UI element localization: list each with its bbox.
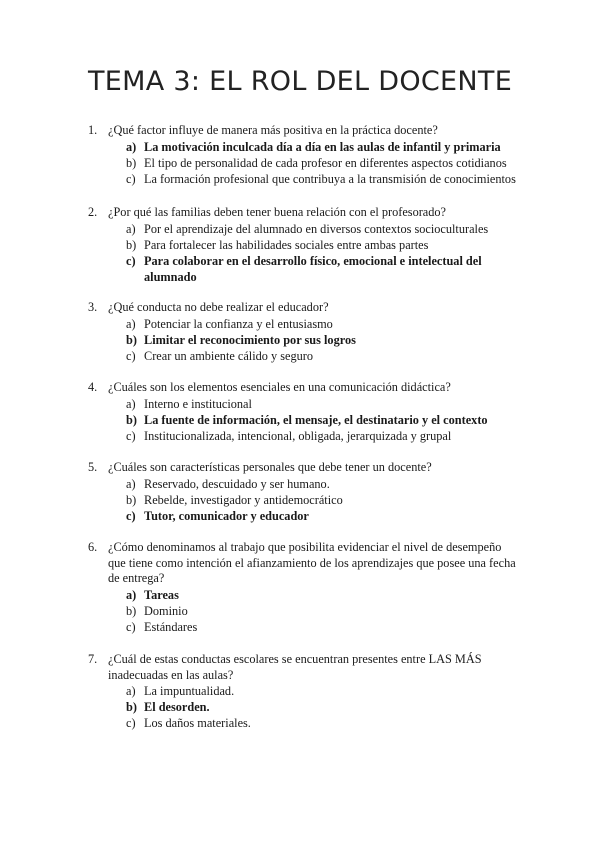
answer-option — [126, 476, 518, 492]
question-7 — [88, 652, 518, 731]
option-letter: b) — [126, 332, 137, 347]
answer-option-correct — [126, 139, 518, 155]
answer-options — [126, 221, 518, 285]
answer-option — [126, 715, 518, 731]
answer-options — [126, 476, 518, 524]
option-letter: c) — [126, 428, 136, 443]
option-text: Para colaborar en el desarrollo físico, emocional e intelectual del alumnado — [144, 253, 482, 284]
page-title: TEMA 3: EL ROL DEL DOCENTE — [88, 66, 513, 97]
option-letter: b) — [126, 492, 137, 507]
answer-options — [126, 683, 518, 731]
option-text: Reservado, descuidado y ser humano. — [144, 476, 330, 491]
question-6 — [88, 540, 518, 635]
question-stem — [88, 460, 518, 476]
question-3 — [88, 300, 518, 364]
question-text: ¿Cómo denominamos al trabajo que posibilita evidenciar el nivel de desempeño que tiene como intención el afianzamiento de los aprendizajes que posee una fecha de entrega? — [108, 540, 516, 585]
answer-option-correct — [126, 508, 518, 524]
option-text: El desorden. — [144, 700, 210, 714]
option-letter: c) — [126, 716, 136, 730]
option-text: Tareas — [144, 587, 179, 602]
option-letter: a) — [126, 684, 136, 698]
question-1 — [88, 123, 518, 187]
answer-options — [126, 139, 518, 187]
answer-option — [126, 603, 518, 619]
option-text: Rebelde, investigador y antidemocrático — [144, 492, 343, 507]
option-letter: c) — [126, 508, 136, 523]
option-letter: c) — [126, 619, 136, 634]
option-letter: a) — [126, 139, 137, 154]
question-text: ¿Por qué las familias deben tener buena relación con el profesorado? — [108, 205, 447, 219]
option-text: El tipo de personalidad de cada profesor en diferentes aspectos cotidianos — [144, 155, 507, 170]
answer-options — [126, 396, 518, 444]
option-letter: b) — [126, 237, 137, 252]
answer-option — [126, 396, 518, 412]
option-text: La fuente de información, el mensaje, el destinatario y el contexto — [144, 412, 488, 427]
question-2 — [88, 205, 518, 285]
question-stem — [88, 205, 518, 221]
answer-option-correct — [126, 587, 518, 603]
option-text: Los daños materiales. — [144, 716, 251, 730]
option-text: Tutor, comunicador y educador — [144, 508, 309, 523]
question-text: ¿Qué conducta no debe realizar el educador? — [108, 300, 329, 314]
option-letter: a) — [126, 316, 136, 331]
answer-option — [126, 428, 518, 444]
option-letter: b) — [126, 155, 137, 170]
question-stem — [88, 540, 518, 587]
question-text: ¿Cuáles son características personales que debe tener un docente? — [108, 460, 432, 474]
question-number: 2. — [88, 205, 98, 219]
question-number: 4. — [88, 380, 98, 394]
option-letter: a) — [126, 396, 136, 411]
option-letter: b) — [126, 700, 137, 714]
answer-option — [126, 316, 518, 332]
question-stem — [88, 652, 518, 683]
answer-option-correct — [126, 253, 518, 285]
answer-option-correct — [126, 332, 518, 348]
option-text: Dominio — [144, 603, 188, 618]
option-letter: b) — [126, 412, 137, 427]
option-letter: c) — [126, 253, 136, 268]
option-letter: a) — [126, 587, 137, 602]
option-letter: b) — [126, 603, 137, 618]
answer-option — [126, 683, 518, 699]
option-text: Para fortalecer las habilidades sociales entre ambas partes — [144, 237, 429, 252]
question-stem — [88, 123, 518, 139]
answer-option — [126, 155, 518, 171]
answer-option — [126, 171, 518, 187]
option-text: Potenciar la confianza y el entusiasmo — [144, 316, 333, 331]
option-letter: a) — [126, 221, 136, 236]
question-number: 1. — [88, 123, 98, 137]
question-stem — [88, 300, 518, 316]
option-text: Interno e institucional — [144, 396, 252, 411]
option-text: Crear un ambiente cálido y seguro — [144, 348, 314, 363]
option-text: La motivación inculcada día a día en las aulas de infantil y primaria — [144, 139, 501, 154]
answer-option — [126, 619, 518, 635]
question-text: ¿Qué factor influye de manera más positiva en la práctica docente? — [108, 123, 438, 137]
option-text: Estándares — [144, 619, 198, 634]
answer-option-correct — [126, 699, 518, 715]
question-number: 3. — [88, 300, 98, 314]
option-letter: c) — [126, 348, 136, 363]
question-number: 7. — [88, 652, 98, 666]
question-number: 5. — [88, 460, 98, 474]
question-text: ¿Cuáles son los elementos esenciales en una comunicación didáctica? — [108, 380, 451, 394]
answer-option — [126, 221, 518, 237]
answer-option — [126, 237, 518, 253]
question-stem — [88, 380, 518, 396]
question-number: 6. — [88, 540, 98, 554]
question-4 — [88, 380, 518, 444]
question-text: ¿Cuál de estas conductas escolares se encuentran presentes entre LAS MÁS inadecuadas en las aulas? — [108, 652, 482, 682]
answer-options — [126, 316, 518, 364]
question-5 — [88, 460, 518, 524]
option-text: Por el aprendizaje del alumnado en diversos contextos socioculturales — [144, 221, 489, 236]
answer-option — [126, 348, 518, 364]
answer-options — [126, 587, 518, 635]
option-text: La impuntualidad. — [144, 684, 235, 698]
option-text: La formación profesional que contribuya a la transmisión de conocimientos — [144, 171, 516, 186]
option-letter: c) — [126, 171, 136, 186]
answer-option — [126, 492, 518, 508]
option-letter: a) — [126, 476, 136, 491]
option-text: Institucionalizada, intencional, obligada, jerarquizada y grupal — [144, 428, 452, 443]
answer-option-correct — [126, 412, 518, 428]
option-text: Limitar el reconocimiento por sus logros — [144, 332, 356, 347]
